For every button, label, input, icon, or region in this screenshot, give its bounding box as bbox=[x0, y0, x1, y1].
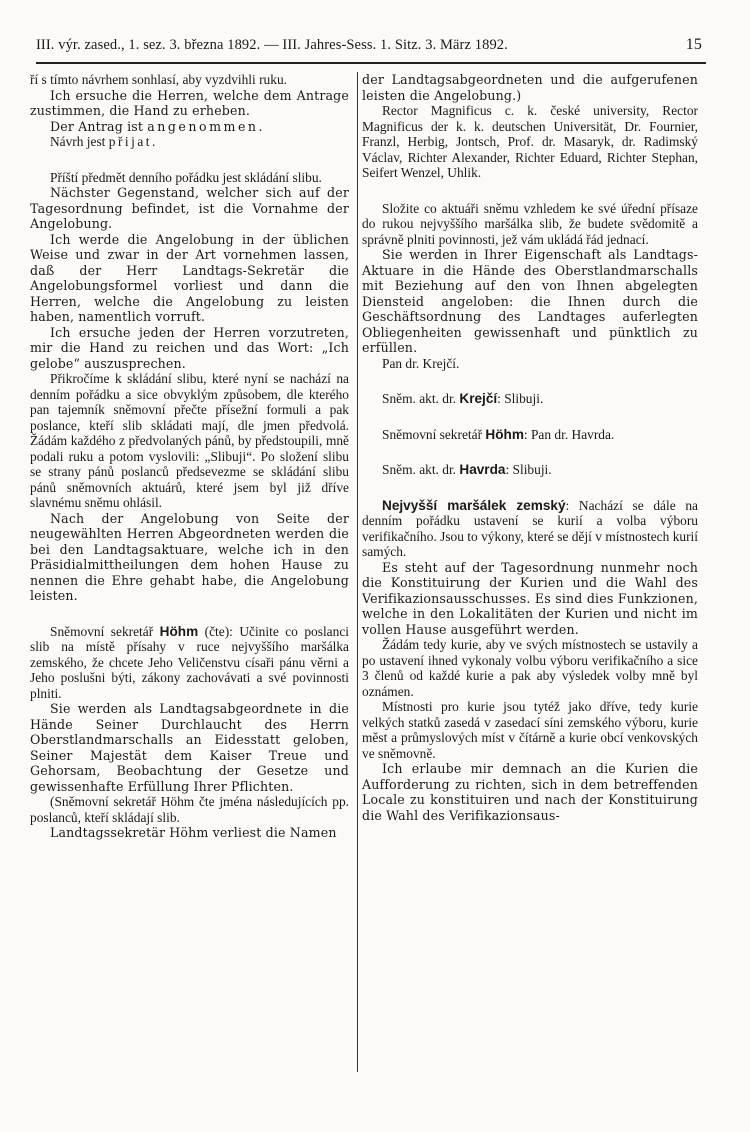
page-header bbox=[36, 28, 702, 62]
paragraph: Příští předmět denního pořádku jest skládání slibu. bbox=[50, 169, 322, 185]
text-run: . bbox=[152, 134, 156, 149]
paragraph: Přikročíme k skládání slibu, které nyní se nachází na denním pořádku a sice obvyklým způsobem, dle kterého pan tajemník sněmovní přečte přísežní formuli a pak poslance, kteří slib skládati mají, dle jmen předvolá. Žádám každého z předvolaných pánů, by předstoupili, mně podali ruku a potom vyslovili: „Slibuji“. Po složení slibu se strany pánů poslanců předsevezme se skládání slibu pánů sněmovních aktuárů, které jsem byl již dříve slavnému sněmu ohlásil. bbox=[30, 371, 349, 510]
text-run: : Slibuji. bbox=[497, 391, 544, 406]
paragraph: Sie werden als Landtagsabgeordnete in die Hände Seiner Durchlaucht des Herrn Oberstlandmarschalls an Eidesstatt geloben, Seiner Majestät dem Kaiser Treue und Gehorsam, Beobachtung der Gesetze und gewissenhafte Erfüllung Ihrer Pflichten. bbox=[30, 701, 349, 794]
paragraph: Ich ersuche die Herren, welche dem Antrage zustimmen, die Hand zu erheben. bbox=[30, 87, 349, 118]
emphasis: angenommen bbox=[147, 118, 259, 134]
column-divider bbox=[357, 72, 358, 1072]
paragraph: Es steht auf der Tagesordnung nunmehr noch die Konstituirung der Kurien und die Wahl des Verifikazionsausschusses. Es sind dies Funkzionen, welche in den Lokalitäten der Kurien und nicht im vollen Hause ausgeführt werden. bbox=[362, 559, 698, 637]
paragraph bbox=[362, 498, 698, 560]
left-column bbox=[30, 72, 349, 841]
text-run: Sněmovní sekretář bbox=[50, 623, 160, 639]
paragraph: Ich werde die Angelobung in der üblichen Weise und zwar in der Art vornehmen lassen, daß der Herr Landtags-Sekretär die Angelobungsformel vorliest und dann die Herren, welche die Angelobung zu leisten haben, namentlich vorruft. bbox=[30, 231, 349, 324]
paragraph: ří s tímto návrhem sonhlasí, aby vyzdvihli ruku. bbox=[30, 72, 287, 87]
speaker-name: Krejčí bbox=[459, 391, 498, 406]
paragraph: Nächster Gegenstand, welcher sich auf der Tagesordnung befindet, ist die Vornahme der Angelobung. bbox=[30, 185, 349, 231]
text-run: Sněm. akt. dr. bbox=[382, 391, 460, 406]
text-run: Návrh jest bbox=[50, 134, 109, 149]
text-run: : Slibuji. bbox=[505, 462, 552, 477]
paragraph: Nach der Angelobung von Seite der neugewählten Herren Abgeordneten werden die bei den Landtagsaktuare, welche ich in den Präsidialmittheilungen dem hohen Hause zu nennen die Ehre gehabt habe, die Angelobung leisten. bbox=[30, 510, 349, 603]
paragraph bbox=[30, 134, 349, 150]
paragraph: Sie werden in Ihrer Eigenschaft als Landtags-Aktuare in die Hände des Oberstlandmarschalls mit Beziehung auf den von Ihnen abgelegten Diensteid angeloben: die Ihnen durch die Geschäftsordnung des Landtages auferlegten Obliegenheiten gewissenhaft und pünktlich zu erfüllen. bbox=[362, 247, 698, 355]
paragraph bbox=[362, 462, 698, 478]
text-run: Sněmovní sekretář bbox=[382, 426, 486, 442]
paragraph: Ich erlaube mir demnach an die Kurien die Aufforderung zu richten, sich in dem betreffenden Locale zu konstituiren und nach der Konstituirung die Wahl des Verifikazionsaus- bbox=[362, 761, 698, 823]
paragraph bbox=[362, 391, 698, 407]
right-column bbox=[362, 72, 698, 823]
paragraph: Místnosti pro kurie jsou tytéž jako dříve, tedy kurie velkých statků zasedá v zasedací síni zemského výboru, kurie měst a průmyslových míst v čítárně a kurie obcí venkovských ve sněmovně. bbox=[362, 699, 698, 761]
paragraph: Žádám tedy kurie, aby ve svých místnostech se ustavily a po ustavení ihned vykonaly volbu výboru verifikačního a sice 3 členů od každé kurie a pak aby výsledek volby mně byl oznámen. bbox=[362, 637, 698, 699]
paragraph bbox=[30, 624, 349, 702]
paragraph: Rector Magnificus c. k. české university, Rector Magnificus der k. k. deutschen Universität, Dr. Fournier, Franzl, Herbig, Jontsch, Prof. dr. Masaryk, dr. Radimský Václav, Richter Alexander, Richter Eduard, Richter Stephan, Seifert Wenzel, Uhlik. bbox=[362, 103, 698, 180]
speaker-name: Höhm bbox=[159, 623, 199, 639]
paragraph bbox=[30, 119, 349, 135]
paragraph: Landtagssekretär Höhm verliest die Namen bbox=[50, 825, 337, 840]
text-run: Sněm. akt. dr. bbox=[382, 462, 460, 477]
paragraph: Ich ersuche jeden der Herren vorzutreten, mir die Hand zu reichen und das Wort: „Ich gelobe“ auszusprechen. bbox=[30, 324, 349, 371]
speaker-name: Höhm bbox=[485, 426, 524, 442]
speaker-name: Havrda bbox=[459, 462, 506, 477]
text-run: : Pan dr. Havrda. bbox=[523, 426, 615, 442]
text-run: : Nachází se dále na denním pořádku ustavení se kurií a volba výboru verifikačního. Jsou to výkony, které se dějí v místnostech kurií samých. bbox=[362, 497, 698, 559]
paragraph: Pan dr. Krejčí. bbox=[382, 355, 460, 371]
text-run: Der Antrag ist bbox=[50, 118, 148, 134]
emphasis: přijat bbox=[108, 134, 153, 149]
text-run: (čte): Učinite co poslanci slib na místě přísahy v ruce nejvyššího maršálka zemského, že chcete Jeho Veličenstvu císaři pánu věrni a Jeho poslušni býti, zákony zachovávati a své povinnosti plniti. bbox=[30, 623, 349, 701]
header-text: III. výr. zased., 1. sez. 3. března 1892. — III. Jahres-Sess. 1. Sitz. 3. März 1892. bbox=[36, 37, 508, 53]
page-number: 15 bbox=[685, 36, 702, 53]
header-rule bbox=[36, 62, 706, 64]
paragraph: Složite co aktuáři sněmu vzhledem ke své úřední přísaze do rukou nejvyššího maršálka slib, že budete svědomitě a správně plniti povinnosti, jež vám ukládá řád jednací. bbox=[362, 200, 698, 247]
paragraph: der Landtagsabgeordneten und die aufgerufenen leisten die Angelobung.) bbox=[362, 72, 698, 103]
paragraph bbox=[362, 427, 698, 443]
speaker-name: Nejvyšší maršálek zemský bbox=[382, 497, 566, 513]
paragraph: (Sněmovní sekretář Höhm čte jména následujících pp. poslanců, kteří skládají slib. bbox=[30, 794, 349, 825]
text-run: . bbox=[258, 118, 263, 134]
